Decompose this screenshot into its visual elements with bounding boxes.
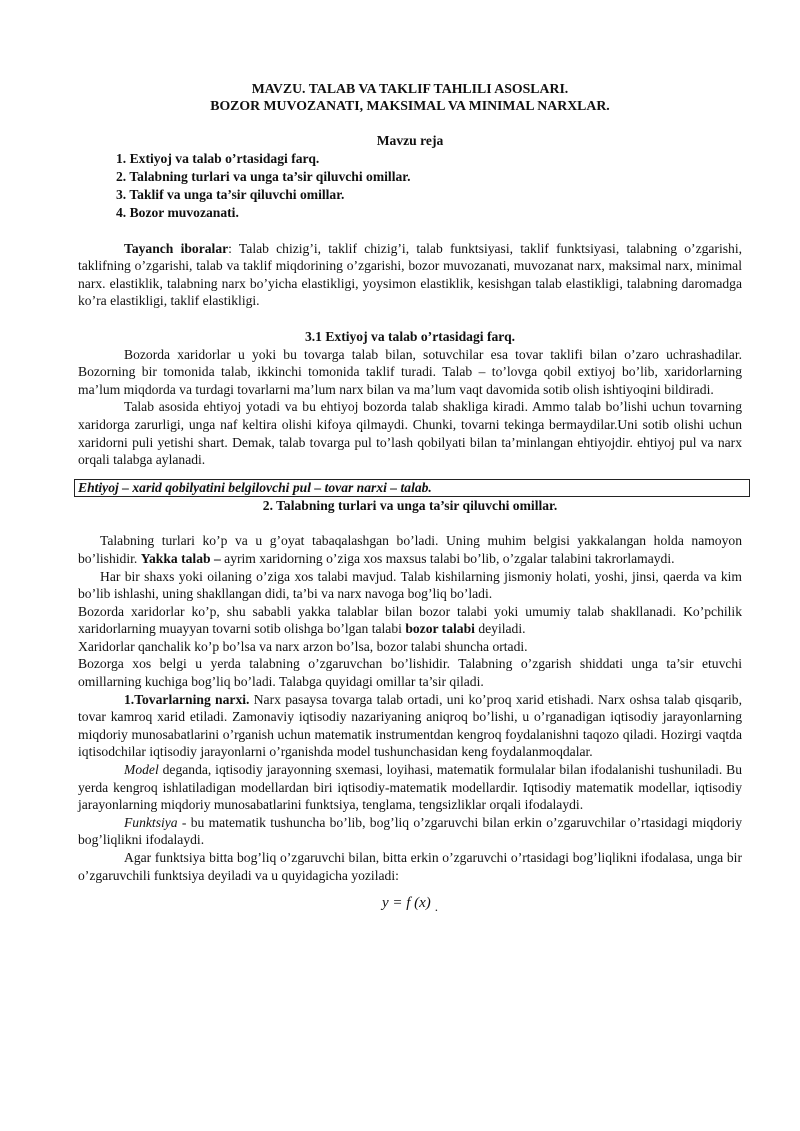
plan-item: 3. Taklif va unga ta’sir qiluvchi omillar.: [116, 186, 345, 202]
section-1-paragraph-1: Bozorda xaridorlar u yoki bu tovarga talab bilan, sotuvchilar esa tovar taklifi bilan o’zaro uchrashadilar. Bozorning bir tomonida talab, ikkinchi tomonida taklif turadi. Talab – to’lovga qobil extiyoj bo’lib, xaridorlarning ma’lum miqdorda va turdagi tovarlarni ma’lum narx bilan va ma’lum vaqt davomida sotib olish ishtiyoqini bildiradi.: [78, 346, 742, 397]
text-span: deganda, iqtisodiy jarayonning sxemasi, loyihasi, matematik formulalar bilan ifodalanishi tushuniladi. Bu yerda kengroq ishlatiladigan modellardan biri iqtisodiy-matematik modellardir. Iqtisodiy matematik modellar, iqtisodiy jarayonlarning miqdoriy munosabatlarini funktsiya, tenglama, tengsizliklar orqali ifodalaydi.: [78, 762, 742, 813]
section-2-paragraph-4: Xaridorlar qanchalik ko’p bo’lsa va narx arzon bo’lsa, bozor talabi shuncha ortadi.: [78, 638, 528, 654]
section-2-paragraph-1: [78, 532, 742, 567]
text-span: Bozorda xaridorlar ko’p, shu sababli yakka talablar bilan bozor talabi yoki umumiy talab shakllanadi. Ko’pchilik xaridorlarning muayyan tovarni sotib olishga bo’lgan talabi: [78, 603, 742, 637]
section-2-paragraph-5: Bozorga xos belgi u yerda talabning o’zgaruvchan bo’lishidir. Talabning o’zgarish shiddati unga ta’sir etuvchi omillarning kuchiga bog’liq bo’ladi. Talabga quyidagi omillar ta’sir qiladi.: [78, 656, 742, 690]
section-1-heading: 3.1 Extiyoj va talab o’rtasidagi farq.: [304, 328, 516, 344]
section-2-paragraph-7: [78, 761, 742, 814]
term-model: Model: [124, 762, 159, 778]
text-span: Narx pasaysa tovarga talab ortadi, uni ko’proq xarid etishadi. Narx oshsa talab qisqarib, tovar kamroq xarid etiladi. Zamonaviy iqtisodiy nazariyaning aniqroq bo’lishi, u o’rganadigan iqtisodiy jarayonlarning miqdoriy munosabatlarini o’rganish uchun matematik instrumentdan kengroq foydalanishni taqozo qiladi. Hozirgi vaqtda iqtisodchilar iqtisodiy jarayonlarni o’rganishda model tushunchasidan keng foydalanmoqdalar.: [78, 691, 742, 760]
section-1-paragraph-2: Talab asosida ehtiyoj yotadi va bu ehtiyoj bozorda talab shakliga kiradi. Ammo talab bo’lishi uchun tovarning xaridorga zarurligi, unga naf keltira olishi kifoya qilmaydi. Chunki, tovarni tekinga bermaydilar.Uni sotib olishi uchun xaridorni puli yetishi shart. Demak, talab tovarga pul to’lash qobilyati bilan ta’minlangan ehtiyojdir. ehtiyoj pul va narx orqali talabga aylanadi.: [78, 399, 742, 468]
text-span: ayrim xaridorning o’ziga xos maxsus talabi bo’lib, o’zgalar talabini takrorlamaydi.: [220, 550, 675, 566]
section-2-paragraph-6: [78, 691, 742, 761]
formula-dot: .: [434, 899, 439, 915]
plan-list: [116, 150, 742, 222]
plan-item: 1. Extiyoj va talab o’rtasidagi farq.: [116, 150, 320, 166]
term-tovarlarning-narxi: 1.Tovarlarning narxi.: [124, 691, 250, 707]
formula: [78, 894, 742, 913]
page-title: [78, 80, 742, 114]
keywords-text: : Talab chizig’i, taklif chizig’i, talab funktsiyasi, taklif funktsiyasi, talabning o’zgarishi, taklifning o’zgarishi, talab va taklif miqdorining o’zgarishi, bozor muvozanati, muvozanat narx, maksimal narx, minimal narx. elastiklik, talabning narx bo’yicha elastikligi, yoysimon elastiklik, kesishgan talab elastikligi, talabning daromadga ko’ra elastikligi, taklif elastikligi.: [78, 240, 742, 309]
term-yakka-talab: Yakka talab –: [140, 550, 221, 566]
title-line-1: MAVZU. TALAB VA TAKLIF TAHLILI ASOSLARI.: [251, 81, 569, 96]
plan-item: 4. Bozor muvozanati.: [116, 204, 239, 220]
text-span: Talabning turlari ko’p va u g’oyat tabaqalashgan bo’ladi. Uning muhim belgisi yakkalangan holda namoyon bo’lishidir.: [78, 533, 742, 566]
plan-title: Mavzu reja: [376, 133, 444, 148]
document-page: [78, 80, 742, 913]
keywords-paragraph: [78, 240, 742, 310]
section-2-paragraph-9: Agar funktsiya bitta bog’liq o’zgaruvchi bilan, bitta erkin o’zgaruvchi o’rtasidagi bog’liqlikni ifodalasa, unga bir o’zgaruvchili funktsiya deyiladi va u quyidagicha yoziladi:: [78, 850, 742, 883]
text-span: deyiladi.: [474, 621, 526, 637]
term-funktsiya: Funktsiya: [124, 814, 178, 830]
term-bozor-talabi: bozor talabi: [405, 621, 475, 637]
text-span: - bu matematik tushuncha bo’lib, bog’liq o’zgaruvchi bilan erkin o’zgaruvchilar o’rtasidagi miqdoriy bog’liqlikni ifodalaydi.: [78, 814, 742, 848]
section-2-paragraph-8: [78, 814, 742, 849]
keywords-label: Tayanch iboralar: [124, 240, 229, 256]
section-2-paragraph-3: [78, 603, 742, 638]
section-2-paragraph-2: Har bir shaxs yoki oilaning o’ziga xos talabi mavjud. Talab kishilarning jismoniy holati, yoshi, jinsi, qaerda va kim bo’lib ishlashi, uning shakllangan didi, ta’bi va narx navoga bog’liq bo’ladi.: [78, 568, 742, 602]
plan-item: 2. Talabning turlari va unga ta’sir qiluvchi omillar.: [116, 168, 411, 184]
formula-expression: y = f (x): [381, 895, 431, 912]
boxed-definition: Ehtiyoj – xarid qobilyatini belgilovchi pul – tovar narxi – talab.: [74, 479, 750, 497]
section-2-heading: 2. Talabning turlari va unga ta’sir qiluvchi omillar.: [262, 497, 558, 513]
title-line-2: BOZOR MUVOZANATI, MAKSIMAL VA MINIMAL NARXLAR.: [210, 98, 610, 113]
